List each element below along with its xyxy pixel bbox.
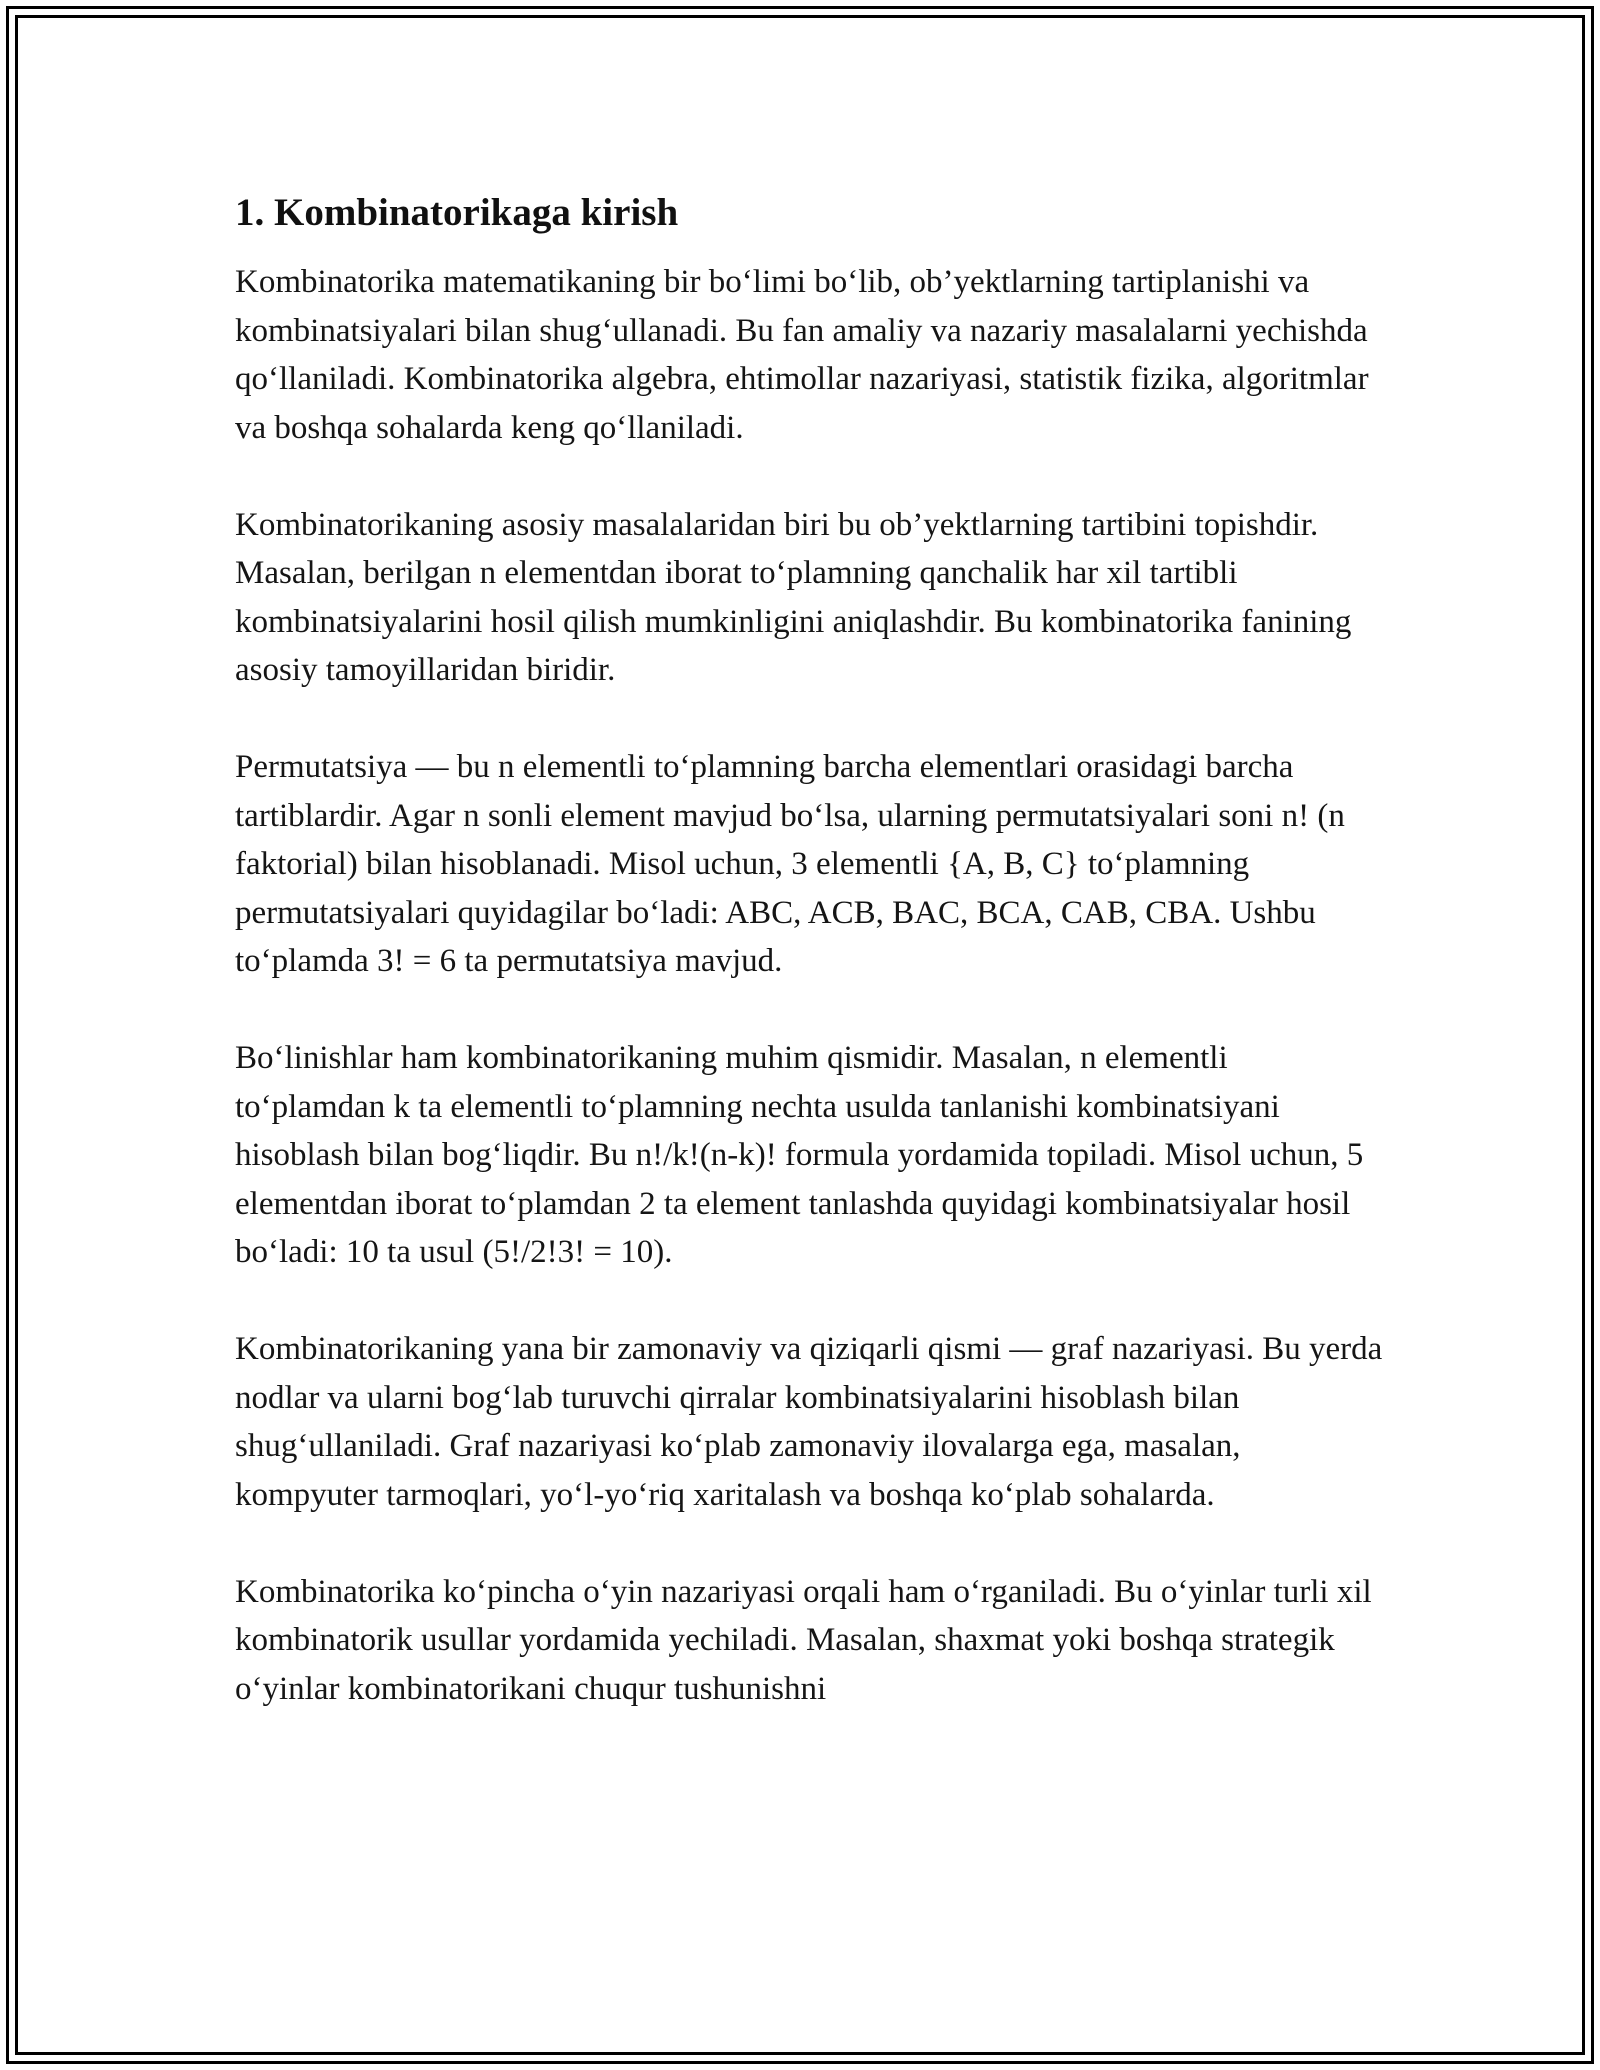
paragraph-combinations: Bo‘linishlar ham kombinatorikaning muhim qismidir. Masalan, n elementli to‘plamdan k ta elementli to‘plamning nechta usulda tanlanishi kombinatsiyani hisoblash bilan bog‘liqdir. Bu n!/k!(n-k)! formula yordamida topiladi. Misol uchun, 5 elementdan iborat to‘plamdan 2 ta element tanlashda quyidagi kombinatsiyalar hosil bo‘ladi: 10 ta usul (5!/2!3! = 10). (235, 1040, 1364, 1270)
document-body (235, 186, 1385, 1762)
paragraph-ordering: Kombinatorikaning asosiy masalalaridan biri bu ob’yektlarning tartibini topishdir. Masalan, berilgan n elementdan iborat to‘plamning qanchalik har xil tartibli kombinatsiyalarini hosil qilish mumkinligini aniqlashdir. Bu kombinatorika fanining asosiy tamoyillaridan biridir. (235, 506, 1352, 688)
section-heading: 1. Kombinatorikaga kirish (235, 191, 679, 234)
paragraph-intro: Kombinatorika matematikaning bir bo‘limi bo‘lib, ob’yektlarning tartiplanishi va kombinatsiyalari bilan shug‘ullanadi. Bu fan amaliy va nazariy masalalarni yechishda qo‘llaniladi. Kombinatorika algebra, ehtimollar nazariyasi, statistik fizika, algoritmlar va boshqa sohalarda keng qo‘llaniladi. (235, 264, 1369, 446)
paragraph-graph-theory: Kombinatorikaning yana bir zamonaviy va qiziqarli qismi — graf nazariyasi. Bu yerda nodlar va ularni bog‘lab turuvchi qirralar kombinatsiyalarini hisoblash bilan shug‘ullaniladi. Graf nazariyasi ko‘plab zamonaviy ilovalarga ega, masalan, kompyuter tarmoqlari, yo‘l-yo‘riq xaritalash va boshqa ko‘plab sohalarda. (235, 1331, 1383, 1513)
paragraph-game-theory: Kombinatorika ko‘pincha o‘yin nazariyasi orqali ham o‘rganiladi. Bu o‘yinlar turli xil kombinatorik usullar yordamida yechiladi. Masalan, shaxmat yoki boshqa strategik o‘yinlar kombinatorikani chuqur tushunishni (235, 1573, 1372, 1707)
paragraph-permutation: Permutatsiya — bu n elementli to‘plamning barcha elementlari orasidagi barcha tartiblardir. Agar n sonli element mavjud bo‘lsa, ularning permutatsiyalari soni n! (n faktorial) bilan hisoblanadi. Misol uchun, 3 elementli {A, B, C} to‘plamning permutatsiyalari quyidagilar bo‘ladi: ABC, ACB, BAC, BCA, CAB, CBA. Ushbu to‘plamda 3! = 6 ta permutatsiya mavjud. (235, 749, 1345, 979)
